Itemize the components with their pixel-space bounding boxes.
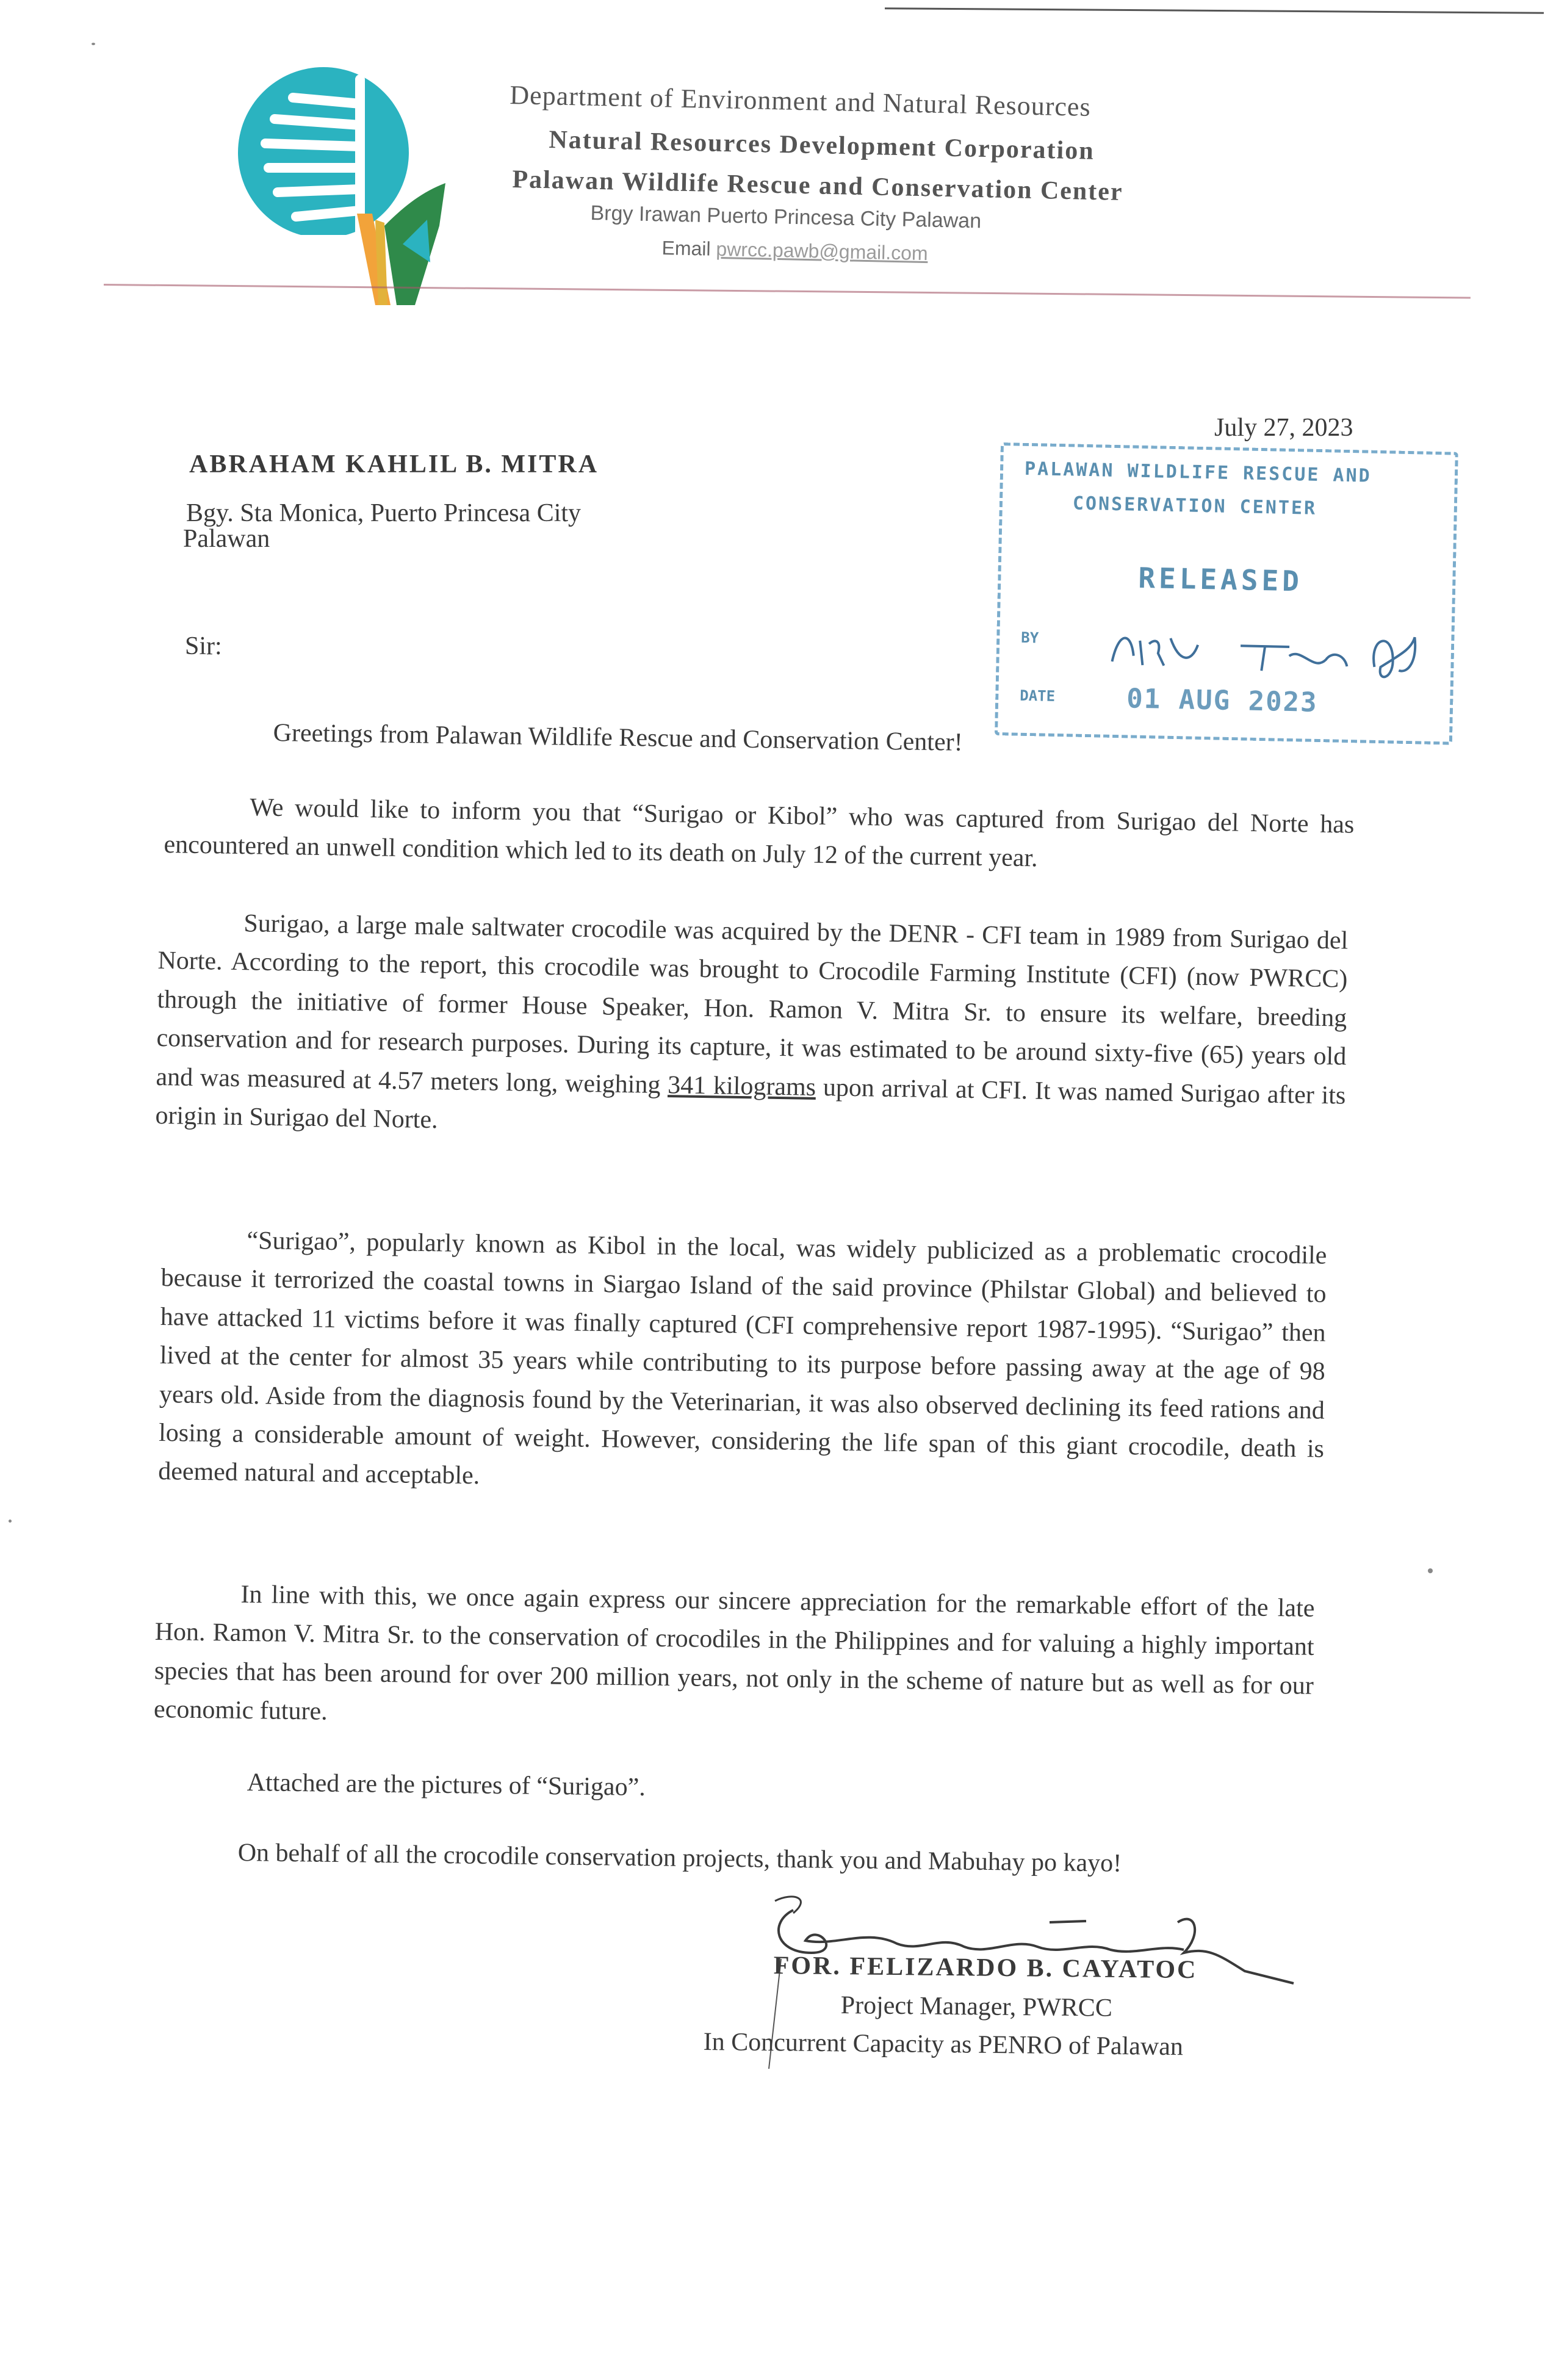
signatory-capacity: In Concurrent Capacity as PENRO of Palawan (703, 2028, 1184, 2061)
scan-speck (1428, 1568, 1433, 1573)
greeting: Greetings from Palawan Wildlife Rescue and Conservation Center! (273, 719, 963, 757)
stamp-org-line2: CONSERVATION CENTER (1072, 492, 1317, 519)
scan-speck (9, 1520, 12, 1523)
stamp-by-label: BY (1021, 629, 1039, 647)
letterhead-corporation: Natural Resources Development Corporation (549, 125, 1095, 165)
recipient-address-line2: Palawan (183, 525, 270, 553)
signatory-name: FOR. FELIZARDO B. CAYATOC (773, 1952, 1198, 1985)
letterhead-address: Brgy Irawan Puerto Princesa City Palawan (590, 201, 982, 233)
released-stamp (994, 442, 1464, 770)
paragraph-3 (158, 1221, 1327, 1507)
paragraph-1-text: We would like to inform you that “Surigao or Kibol” who was captured from Surigao del Norte has encountered an unwell condition which led to its death on July 12 of the current year. (164, 793, 1355, 873)
paragraph-2-text-b: upon arrival at CFI. It was named Surigao after its origin in Surigao del Norte. (155, 1073, 1346, 1134)
signatory-title: Project Manager, PWRCC (840, 1991, 1113, 2022)
leaf-sun-logo-icon (220, 61, 464, 305)
closing-line: On behalf of all the crocodile conservation projects, thank you and Mabuhay po kayo! (237, 1839, 1122, 1878)
paragraph-2-text-a: Surigao, a large male saltwater crocodile was acquired by the DENR - CFI team in 1989 from Surigao del Norte. According to the report, this crocodile was brought to Crocodile Farming Institute (CFI) (now PWRCC) through the initiative of former House Speaker, Hon. Ramon V. Mitra Sr. to ensure its welfare, breeding conservation and for research purposes. During its capture, it was estimated to be around sixty-five (65) years old and was measured at 4.57 meters long, weighing (156, 909, 1349, 1099)
top-edge-line (885, 7, 1544, 14)
email-address: pwrcc.pawb@gmail.com (716, 237, 929, 265)
letter-date: July 27, 2023 (1214, 414, 1353, 442)
stamp-date-value: 01 AUG 2023 (1126, 683, 1319, 718)
recipient-name: ABRAHAM KAHLIL B. MITRA (189, 450, 599, 478)
letterhead-email (661, 237, 928, 265)
scan-speck (92, 43, 95, 45)
salutation: Sir: (185, 632, 222, 660)
stamp-org-line1: PALAWAN WILDLIFE RESCUE AND (1024, 458, 1372, 487)
recipient-address-line1: Bgy. Sta Monica, Puerto Princesa City (186, 499, 582, 527)
letterhead-center: Palawan Wildlife Rescue and Conservation Center (512, 165, 1124, 206)
attachment-note: Attached are the pictures of “Surigao”. (247, 1769, 646, 1801)
paragraph-4-text: In line with this, we once again express our sincere appreciation for the remarkable effort of the late Hon. Ramon V. Mitra Sr. to the conservation of crocodiles in the Philippines and for valuing a highly important species that has been around for over 200 million years, not only in the scheme of nature but as well as for our economic future. (153, 1580, 1315, 1726)
stamp-date-label: DATE (1020, 687, 1056, 705)
weight-underlined: 341 kilograms (667, 1070, 816, 1102)
letterhead-department: Department of Environment and Natural Resources (509, 79, 1092, 122)
stamp-handwritten-name (1106, 619, 1424, 687)
stamp-status: RELEASED (1137, 561, 1303, 598)
email-label: Email (661, 237, 711, 260)
paragraph-4 (154, 1574, 1315, 1744)
paragraph-1 (164, 787, 1355, 883)
paragraph-2 (155, 903, 1349, 1154)
paragraph-3-text: “Surigao”, popularly known as Kibol in the local, was widely publicized as a problematic crocodile because it terrorized the coastal towns in Siargao Island of the said province (Philstar Global) and believed to have attacked 11 victims before it was finally captured (CFI comprehensive report 1987-1995). “Surigao” then lived at the center for almost 35 years while contributing to its purpose before passing away at the age of 98 years old. Aside from the diagnosis found by the Veterinarian, it was also observed declining its feed rations and losing a considerable amount of weight. However, considering the life span of this giant crocodile, death is deemed natural and acceptable. (157, 1226, 1327, 1490)
